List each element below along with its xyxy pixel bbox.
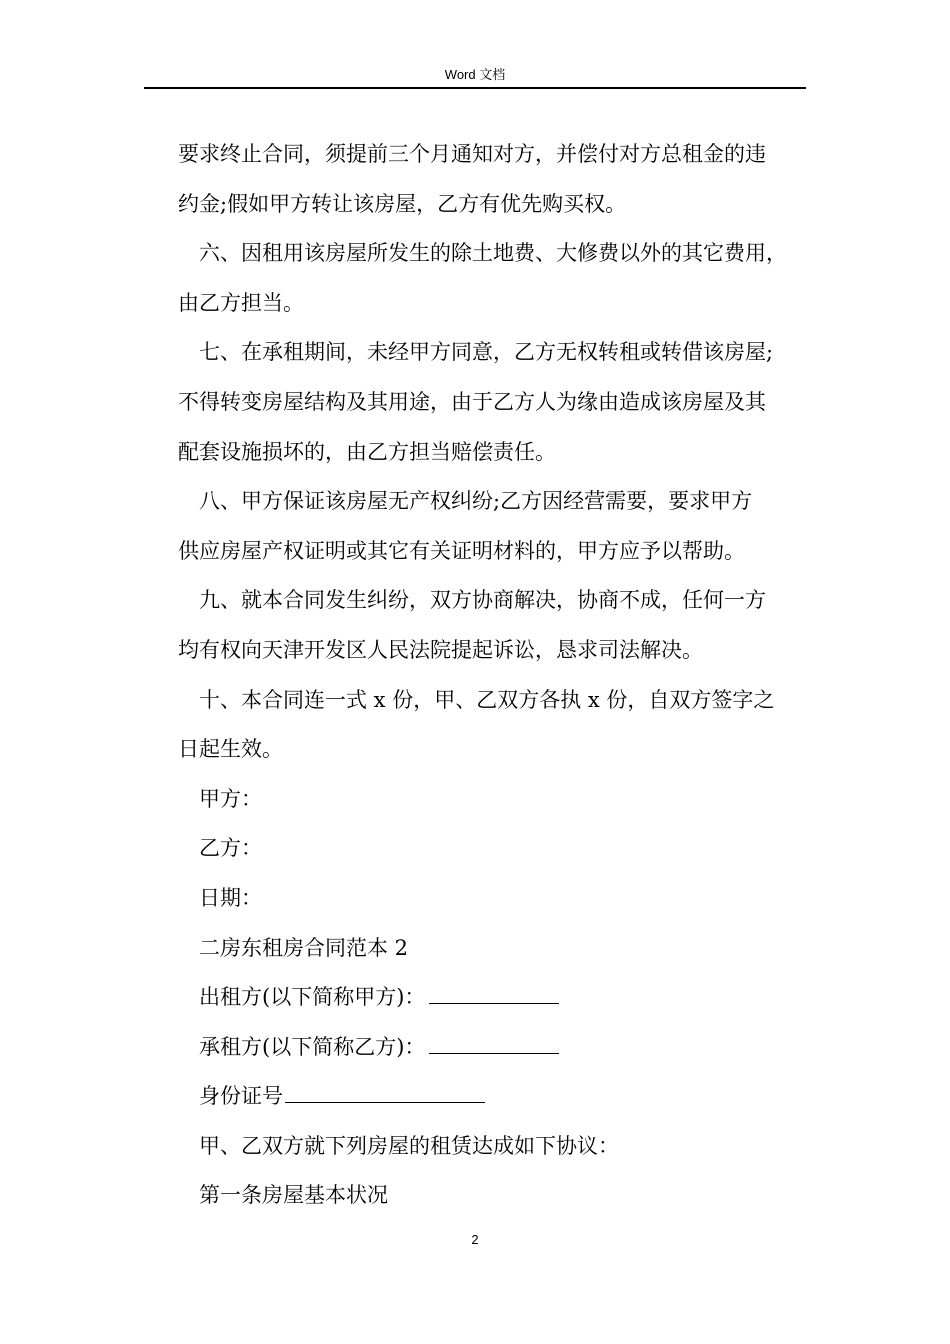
document-body bbox=[178, 130, 810, 1221]
lessor-field-row bbox=[178, 973, 810, 1023]
signature-date-label: 日期： bbox=[199, 885, 262, 910]
text-line: 不得转变房屋结构及其用途，由于乙方人为缘由造成该房屋及其 bbox=[178, 389, 766, 414]
document-header-title: Word 文档 bbox=[444, 67, 506, 82]
text-line: 六、因租用该房屋所发生的除土地费、大修费以外的其它费用， bbox=[199, 241, 787, 266]
text-line: 甲、乙双方就下列房屋的租赁达成如下协议： bbox=[199, 1133, 619, 1158]
lessee-label: 承租方(以下简称乙方)： bbox=[199, 1034, 426, 1059]
text-line: 日起生效。 bbox=[178, 737, 283, 762]
section-title: 二房东租房合同范本 2 bbox=[199, 935, 409, 960]
id-number-field-row bbox=[178, 1072, 810, 1122]
text-line: 七、在承租期间，未经甲方同意，乙方无权转租或转借该房屋; bbox=[199, 340, 774, 365]
text-line: 配套设施损坏的，由乙方担当赔偿责任。 bbox=[178, 439, 556, 464]
lessor-blank bbox=[429, 982, 559, 1004]
header-divider bbox=[144, 87, 806, 89]
text-line: 由乙方担当。 bbox=[178, 290, 304, 315]
text-line: 十、本合同连一式 x 份，甲、乙双方各执 x 份，自双方签字之 bbox=[199, 687, 775, 712]
signature-party-b-label: 乙方： bbox=[199, 836, 262, 861]
signature-party-a-label: 甲方： bbox=[199, 786, 262, 811]
text-line: 供应房屋产权证明或其它有关证明材料的，甲方应予以帮助。 bbox=[178, 538, 745, 563]
lessee-blank bbox=[429, 1032, 559, 1054]
id-number-label: 身份证号 bbox=[199, 1084, 283, 1109]
text-line: 八、甲方保证该房屋无产权纠纷;乙方因经营需要，要求甲方 bbox=[199, 489, 753, 514]
text-line: 九、就本合同发生纠纷，双方协商解决，协商不成，任何一方 bbox=[199, 588, 766, 613]
page-number: 2 bbox=[471, 1232, 479, 1247]
text-line: 约金;假如甲方转让该房屋，乙方有优先购买权。 bbox=[178, 191, 627, 216]
id-number-blank bbox=[285, 1081, 485, 1103]
text-line: 要求终止合同，须提前三个月通知对方，并偿付对方总租金的违 bbox=[178, 142, 766, 166]
lessee-field-row bbox=[178, 1023, 810, 1073]
lessor-label: 出租方(以下简称甲方)： bbox=[199, 985, 426, 1010]
article-title: 第一条房屋基本状况 bbox=[199, 1183, 388, 1208]
text-line: 均有权向天津开发区人民法院提起诉讼，恳求司法解决。 bbox=[178, 637, 703, 662]
